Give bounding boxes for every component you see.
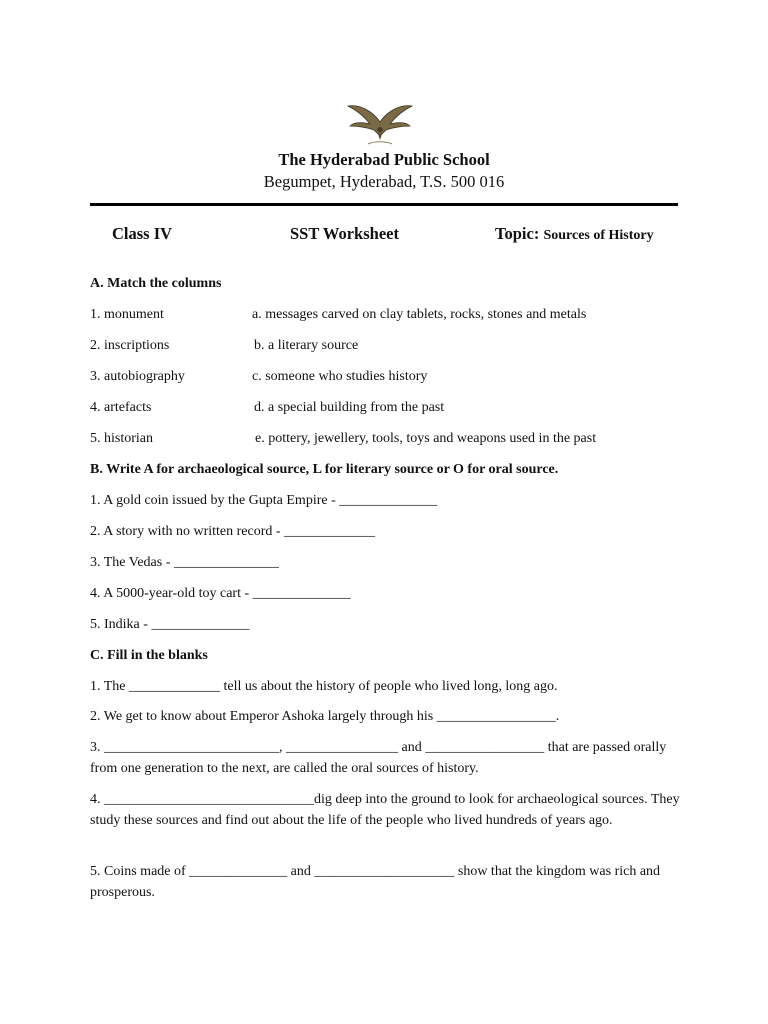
- school-name: The Hyderabad Public School: [278, 150, 490, 169]
- match-right-item: c. someone who studies history: [252, 369, 428, 384]
- topic-value: Sources of History: [543, 228, 654, 243]
- header-divider: [90, 203, 678, 206]
- section-c-item: 3. _________________________, ________________ and _________________ that are passed orally from one generation to the next, are called the oral sources of history.: [90, 740, 667, 776]
- section-c-item: 4. ______________________________dig deep into the ground to look for archaeological sources. They study these sources and find out about the life of the people who lived hundreds of years ago.: [90, 792, 680, 828]
- section-b-item: 1. A gold coin issued by the Gupta Empire - ______________: [90, 493, 438, 508]
- match-left-item: 4. artefacts: [90, 400, 152, 415]
- section-c-item: 2. We get to know about Emperor Ashoka largely through his _________________.: [90, 709, 560, 724]
- school-address: Begumpet, Hyderabad, T.S. 500 016: [263, 172, 505, 191]
- eagle-crest-icon: [344, 100, 416, 148]
- match-left-item: 3. autobiography: [90, 369, 185, 384]
- match-left-item: 1. monument: [90, 307, 164, 322]
- match-left-item: 5. historian: [90, 431, 153, 446]
- section-c-item: 5. Coins made of ______________ and ____________________ show that the kingdom was rich and prosperous.: [90, 864, 661, 900]
- topic-heading: [495, 224, 654, 244]
- class-label: Class IV: [112, 224, 173, 243]
- match-right-item: e. pottery, jewellery, tools, toys and weapons used in the past: [255, 431, 597, 446]
- section-c-item: 1. The _____________ tell us about the history of people who lived long, long ago.: [90, 679, 558, 694]
- match-left-item: 2. inscriptions: [90, 338, 170, 353]
- match-right-item: b. a literary source: [254, 338, 359, 353]
- section-b-item: 3. The Vedas - _______________: [90, 555, 279, 570]
- worksheet-label: SST Worksheet: [290, 224, 399, 243]
- section-b-item: 4. A 5000-year-old toy cart - ______________: [90, 586, 351, 601]
- section-a-heading: A. Match the columns: [90, 276, 222, 291]
- section-c-heading: C. Fill in the blanks: [90, 648, 208, 663]
- section-b-item: 2. A story with no written record - _____________: [90, 524, 376, 539]
- match-right-item: a. messages carved on clay tablets, rocks, stones and metals: [252, 307, 587, 322]
- match-right-item: d. a special building from the past: [254, 400, 445, 415]
- section-b-item: 5. Indika - ______________: [90, 617, 250, 632]
- topic-label: Topic:: [495, 224, 540, 243]
- section-b-heading: B. Write A for archaeological source, L for literary source or O for oral source.: [90, 462, 559, 477]
